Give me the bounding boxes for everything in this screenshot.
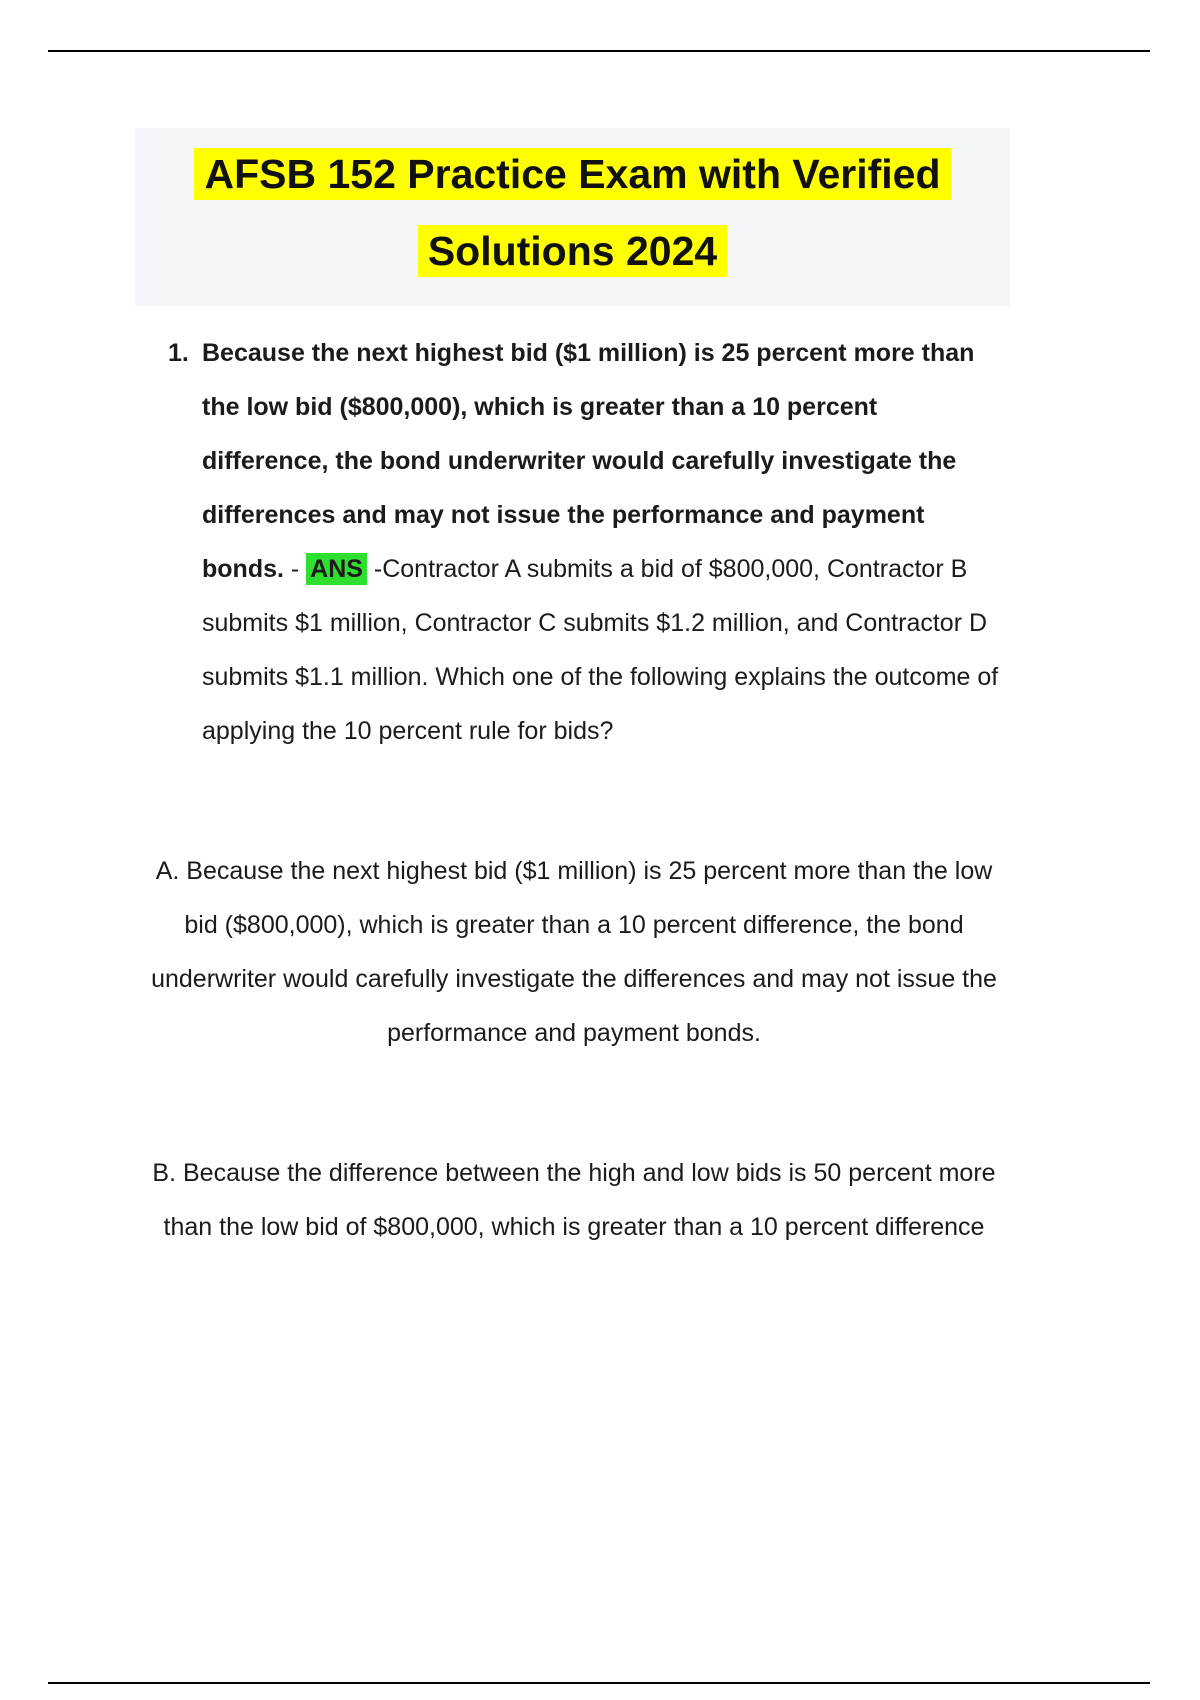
bottom-horizontal-rule — [48, 1682, 1150, 1684]
document-body — [140, 326, 1008, 1254]
question-remainder-text: -Contractor A submits a bid of $800,000, Contractor B submits $1 million, Contractor C submits $1.2 million, and Contractor D submits $1.1 million. Which one of the following explains the outcome of applying the 10 percent rule for bids? — [202, 555, 999, 745]
question-bold-text: Because the next highest bid ($1 million) is 25 percent more than the low bid ($800,000), which is greater than a 10 percent difference, the bond underwriter would carefully investigate the differences and may not issue the performance and payment bonds. — [202, 339, 975, 583]
question-separator-text: - — [283, 555, 307, 583]
option-b-text: B. Because the difference between the high and low bids is 50 percent more than the low bid of $800,000, which is greater than a 10 percent difference — [152, 1159, 996, 1241]
top-horizontal-rule — [48, 50, 1150, 52]
question-1 — [140, 326, 1008, 758]
document-title-line2 — [135, 213, 1010, 290]
question-text — [202, 326, 1008, 758]
title-block — [135, 128, 1010, 306]
title-highlight-line2: Solutions 2024 — [418, 225, 727, 277]
question-number: 1. — [168, 339, 189, 367]
title-highlight-line1: AFSB 152 Practice Exam with Verified — [194, 148, 950, 200]
option-a-text: A. Because the next highest bid ($1 million) is 25 percent more than the low bid ($800,000), which is greater than a 10 percent difference, the bond underwriter would carefully investigate the differences and may not issue the performance and payment bonds. — [151, 857, 997, 1047]
document-title-line1 — [135, 136, 1010, 213]
ans-highlight-label: ANS — [306, 553, 367, 585]
